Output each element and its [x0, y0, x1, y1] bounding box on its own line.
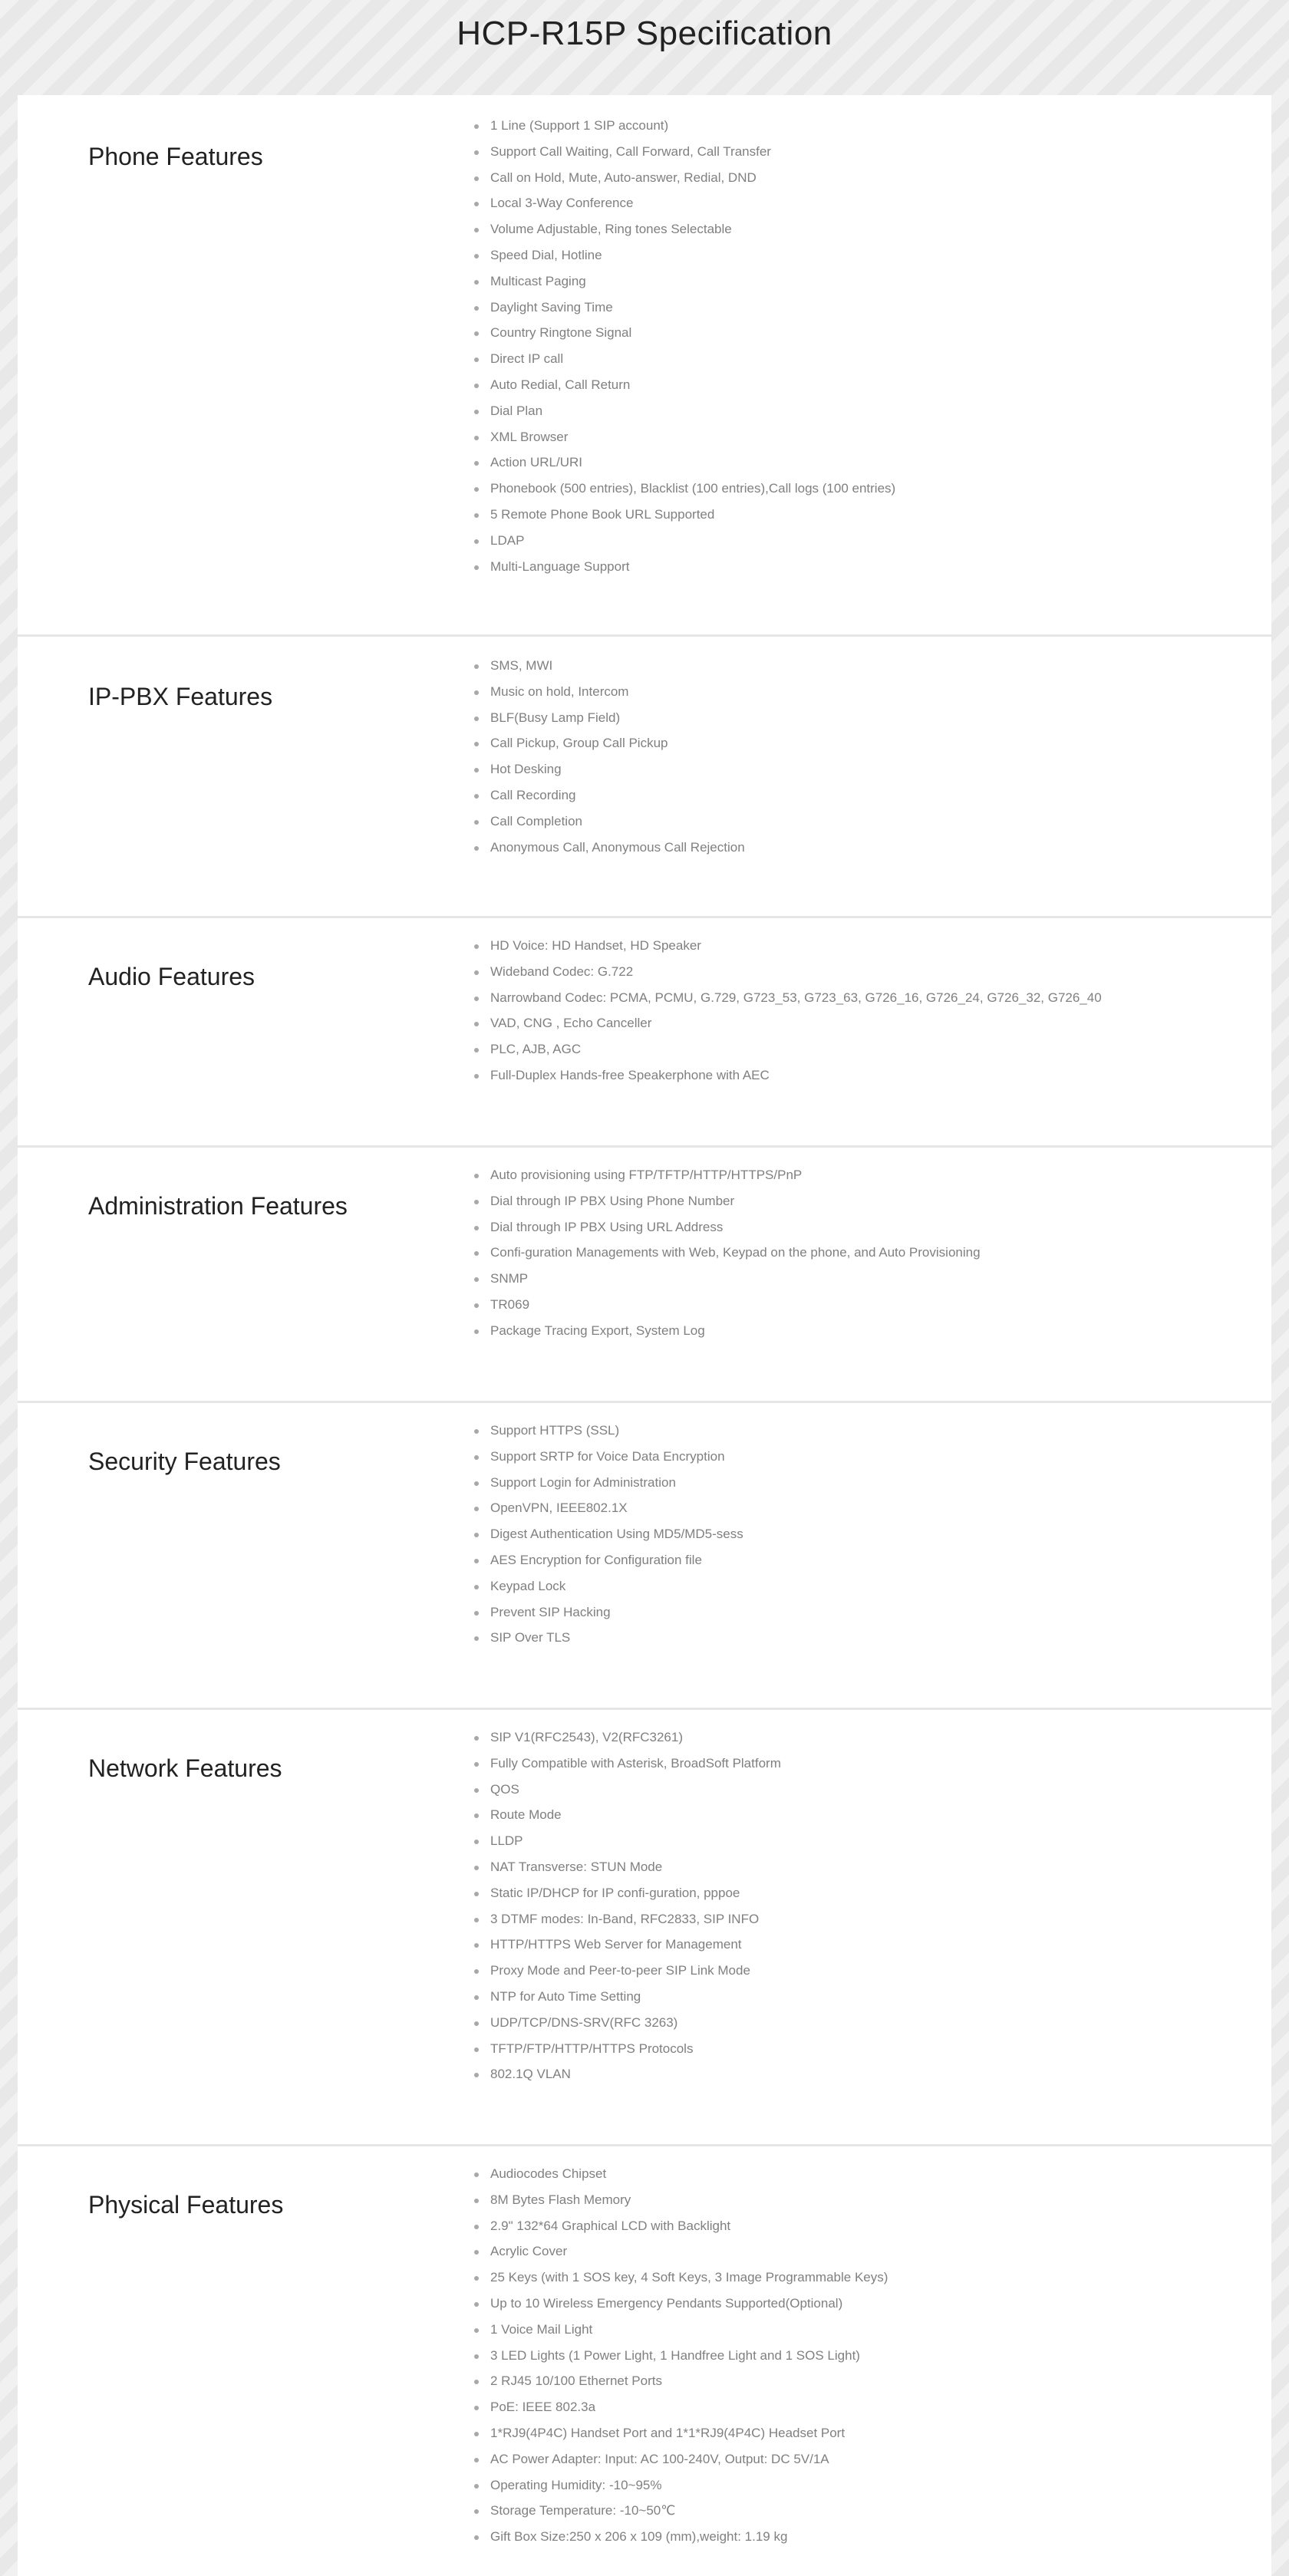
list-item: 2.9" 132*64 Graphical LCD with Backlight [469, 2213, 888, 2239]
list-item: PLC, AJB, AGC [469, 1036, 1102, 1062]
list-item: Support Login for Administration [469, 1470, 743, 1496]
page-title: HCP-R15P Specification [457, 15, 832, 52]
section-security-features [18, 1403, 1271, 1710]
list-item: SNMP [469, 1266, 981, 1292]
list-item: Multicast Paging [469, 268, 895, 295]
list-item: 8M Bytes Flash Memory [469, 2187, 888, 2213]
list-item: Local 3-Way Conference [469, 190, 895, 216]
list-item: Anonymous Call, Anonymous Call Rejection [469, 835, 745, 861]
list-item: Auto provisioning using FTP/TFTP/HTTP/HTTPS/PnP [469, 1162, 981, 1188]
list-item: Acrylic Cover [469, 2238, 888, 2265]
section-title: Phone Features [88, 143, 263, 170]
list-item: XML Browser [469, 424, 895, 450]
list-item: QOS [469, 1777, 781, 1803]
list-item: HTTP/HTTPS Web Server for Management [469, 1932, 781, 1958]
list-item: Auto Redial, Call Return [469, 372, 895, 398]
list-item: NAT Transverse: STUN Mode [469, 1854, 781, 1880]
list-item: Call Recording [469, 782, 745, 809]
list-item: Call on Hold, Mute, Auto-answer, Redial, DND [469, 165, 895, 191]
list-item: BLF(Busy Lamp Field) [469, 705, 745, 731]
section-title: IP-PBX Features [88, 683, 273, 710]
list-item: PoE: IEEE 802.3a [469, 2394, 888, 2420]
list-item: Support HTTPS (SSL) [469, 1418, 743, 1444]
list-item: Dial through IP PBX Using URL Address [469, 1214, 981, 1240]
list-item: Narrowband Codec: PCMA, PCMU, G.729, G723_53, G723_63, G726_16, G726_24, G726_32, G726_40 [469, 985, 1102, 1011]
list-item: LDAP [469, 528, 895, 554]
list-item: Route Mode [469, 1802, 781, 1828]
section-ip-pbx-features [18, 637, 1271, 918]
list-item: Fully Compatible with Asterisk, BroadSoft Platform [469, 1751, 781, 1777]
list-item: 3 LED Lights (1 Power Light, 1 Handfree Light and 1 SOS Light) [469, 2343, 888, 2369]
list-item: TR069 [469, 1292, 981, 1318]
list-item: Dial through IP PBX Using Phone Number [469, 1188, 981, 1214]
list-item: 25 Keys (with 1 SOS key, 4 Soft Keys, 3 Image Programmable Keys) [469, 2265, 888, 2291]
list-item: Audiocodes Chipset [469, 2161, 888, 2187]
section-administration-features [18, 1148, 1271, 1403]
list-item: AES Encryption for Configuration file [469, 1547, 743, 1573]
list-item: Country Ringtone Signal [469, 320, 895, 346]
list-item: Multi-Language Support [469, 554, 895, 580]
section-audio-features [18, 918, 1271, 1148]
list-item: Storage Temperature: -10~50℃ [469, 2498, 888, 2524]
list-item: 1 Voice Mail Light [469, 2317, 888, 2343]
list-item: 1 Line (Support 1 SIP account) [469, 113, 895, 139]
list-item: Gift Box Size:250 x 206 x 109 (mm),weight: 1.19 kg [469, 2524, 888, 2550]
list-item: Daylight Saving Time [469, 295, 895, 321]
list-item: Operating Humidity: -10~95% [469, 2472, 888, 2499]
feature-list [469, 933, 1102, 1089]
list-item: Music on hold, Intercom [469, 679, 745, 705]
feature-list [469, 1162, 981, 1344]
feature-list [469, 653, 745, 860]
section-physical-features [18, 2146, 1271, 2576]
list-item: OpenVPN, IEEE802.1X [469, 1495, 743, 1521]
list-item: Action URL/URI [469, 450, 895, 476]
list-item: TFTP/FTP/HTTP/HTTPS Protocols [469, 2036, 781, 2062]
list-item: Confi-guration Managements with Web, Keypad on the phone, and Auto Provisioning [469, 1240, 981, 1266]
list-item: Call Completion [469, 809, 745, 835]
list-item: SMS, MWI [469, 653, 745, 679]
list-item: Phonebook (500 entries), Blacklist (100 entries),Call logs (100 entries) [469, 476, 895, 502]
feature-list [469, 113, 895, 579]
list-item: Up to 10 Wireless Emergency Pendants Supported(Optional) [469, 2291, 888, 2317]
section-title: Network Features [88, 1754, 282, 1782]
list-item: VAD, CNG , Echo Canceller [469, 1010, 1102, 1036]
section-title: Audio Features [88, 963, 255, 990]
list-item: 802.1Q VLAN [469, 2061, 781, 2087]
section-title: Administration Features [88, 1192, 348, 1220]
list-item: AC Power Adapter: Input: AC 100-240V, Output: DC 5V/1A [469, 2446, 888, 2472]
list-item: Full-Duplex Hands-free Speakerphone with AEC [469, 1062, 1102, 1089]
list-item: Support Call Waiting, Call Forward, Call Transfer [469, 139, 895, 165]
list-item: UDP/TCP/DNS-SRV(RFC 3263) [469, 2010, 781, 2036]
feature-list [469, 1418, 743, 1651]
section-title: Physical Features [88, 2191, 284, 2219]
list-item: Proxy Mode and Peer-to-peer SIP Link Mode [469, 1958, 781, 1984]
list-item: Prevent SIP Hacking [469, 1599, 743, 1626]
section-phone-features [18, 95, 1271, 637]
list-item: SIP V1(RFC2543), V2(RFC3261) [469, 1724, 781, 1751]
feature-list [469, 1724, 781, 2087]
spec-sections [18, 95, 1271, 2576]
list-item: NTP for Auto Time Setting [469, 1984, 781, 2010]
list-item: SIP Over TLS [469, 1625, 743, 1651]
list-item: Speed Dial, Hotline [469, 242, 895, 268]
list-item: Volume Adjustable, Ring tones Selectable [469, 216, 895, 242]
list-item: Wideband Codec: G.722 [469, 959, 1102, 985]
list-item: Support SRTP for Voice Data Encryption [469, 1444, 743, 1470]
section-network-features [18, 1710, 1271, 2146]
list-item: Digest Authentication Using MD5/MD5-sess [469, 1521, 743, 1547]
list-item: LLDP [469, 1828, 781, 1854]
list-item: Hot Desking [469, 756, 745, 782]
list-item: Package Tracing Export, System Log [469, 1318, 981, 1344]
list-item: Static IP/DHCP for IP confi-guration, pppoe [469, 1880, 781, 1906]
list-item: 2 RJ45 10/100 Ethernet Ports [469, 2368, 888, 2394]
list-item: 3 DTMF modes: In-Band, RFC2833, SIP INFO [469, 1906, 781, 1932]
feature-list [469, 2161, 888, 2550]
list-item: HD Voice: HD Handset, HD Speaker [469, 933, 1102, 959]
list-item: Keypad Lock [469, 1573, 743, 1599]
list-item: 1*RJ9(4P4C) Handset Port and 1*1*RJ9(4P4C) Headset Port [469, 2420, 888, 2446]
section-title: Security Features [88, 1448, 281, 1475]
list-item: Dial Plan [469, 398, 895, 424]
list-item: Direct IP call [469, 346, 895, 372]
list-item: Call Pickup, Group Call Pickup [469, 730, 745, 756]
list-item: 5 Remote Phone Book URL Supported [469, 502, 895, 528]
